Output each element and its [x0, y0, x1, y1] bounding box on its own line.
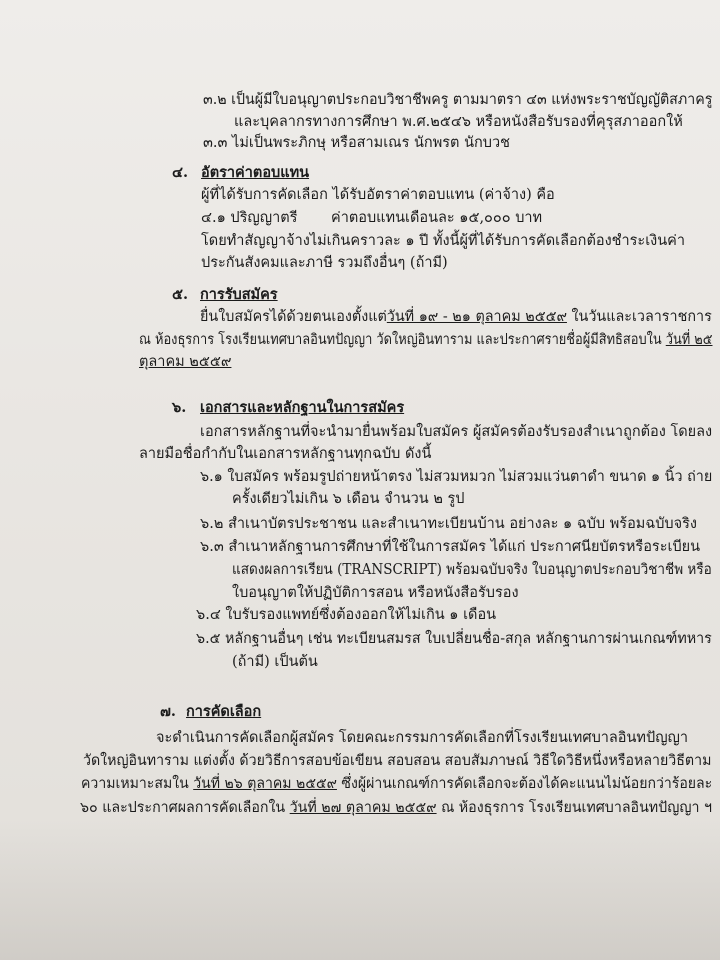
item-6-2: ๖.๒ สำเนาบัตรประชาชน และสำเนาทะเบียนบ้าน อย่างละ ๑ ฉบับ พร้อมฉบับจริง	[200, 516, 698, 532]
section-7-title: การคัดเลือก	[186, 703, 262, 720]
section-6-intro-line-1: เอกสารหลักฐานที่จะนำมายื่นพร้อมใบสมัคร ผู้สมัครต้องรับรองสำเนาถูกต้อง โดยลง	[200, 424, 713, 440]
announce-date-part-1: วันที่ ๒๕	[665, 332, 713, 348]
section-5-title: การรับสมัคร	[200, 286, 278, 303]
section-4-title: อัตราค่าตอบแทน	[201, 164, 310, 181]
section-4-degree: ๔.๑ ปริญญาตรี	[201, 210, 298, 226]
item-6-4: ๖.๔ ใบรับรองแพทย์ซึ่งต้องออกให้ไม่เกิน ๑ เดือน	[196, 607, 497, 623]
item-6-3-line-3: ใบอนุญาตให้ปฏิบัติการสอน หรือหนังสือรับรอง	[232, 585, 519, 601]
section-7-line-4	[80, 799, 712, 817]
section-6-number: ๖.	[172, 399, 187, 416]
section-4-contract-line-2: ประกันสังคมและภาษี รวมถึงอื่นๆ (ถ้ามี)	[201, 255, 448, 271]
section-5-line-1	[200, 308, 712, 326]
section-5-number: ๕.	[172, 286, 189, 303]
announce-date-part-2: ตุลาคม ๒๕๕๙	[139, 354, 232, 370]
section-4-intro: ผู้ที่ได้รับการคัดเลือก ได้รับอัตราค่าตอบแทน (ค่าจ้าง) คือ	[201, 187, 555, 203]
section-4-number: ๔.	[172, 164, 189, 181]
item-6-1-line-2: ครั้งเดียวไม่เกิน ๖ เดือน จำนวน ๒ รูป	[232, 491, 465, 507]
selection-date: วันที่ ๒๖ ตุลาคม ๒๕๕๙	[193, 776, 337, 792]
item-6-3-line-1: ๖.๓ สำเนาหลักฐานการศึกษาที่ใช้ในการสมัคร ได้แก่ ประกาศนียบัตรหรือระเบียน	[200, 539, 701, 555]
section-6-title: เอกสารและหลักฐานในการสมัคร	[200, 399, 405, 416]
section-7-line-2: วัดใหญ่อินทาราม แต่งตั้ง ด้วยวิธีการสอบข้อเขียน สอบสอน สอบสัมภาษณ์ วิธีใดวิธีหนึ่งหรือหลายวิธีตาม	[83, 753, 712, 769]
item-6-5-line-1: ๖.๕ หลักฐานอื่นๆ เช่น ทะเบียนสมรส ใบเปลี่ยนชื่อ-สกุล หลักฐานการผ่านเกณฑ์ทหาร	[196, 631, 712, 647]
section-5-line-1-tail: ในวันและเวลาราชการ	[566, 309, 712, 325]
section-5-line-2-text: ณ ห้องธุรการ โรงเรียนเทศบาลอินทปัญญา วัดใหญ่อินทาราม และประกาศรายชื่อผู้มีสิทธิสอบใน	[139, 332, 666, 348]
item-3-2-line-2: และบุคลากรทางการศึกษา พ.ศ.๒๕๔๖ หรือหนังสือรับรองที่คุรุสภาออกให้	[234, 114, 683, 130]
item-6-1-line-1: ๖.๑ ใบสมัคร พร้อมรูปถ่ายหน้าตรง ไม่สวมหมวก ไม่สวมแว่นตาดำ ขนาด ๑ นิ้ว ถ่าย	[200, 469, 713, 485]
section-7-line-1: จะดำเนินการคัดเลือกผู้สมัคร โดยคณะกรรมการคัดเลือกที่โรงเรียนเทศบาลอินทปัญญา	[156, 730, 689, 746]
result-date: วันที่ ๒๗ ตุลาคม ๒๕๕๙	[289, 800, 437, 816]
section-7-number: ๗.	[160, 703, 176, 720]
section-7-line-4-text: ๖๐ และประกาศผลการคัดเลือกใน	[80, 800, 290, 816]
section-4-contract-line-1: โดยทำสัญญาจ้างไม่เกินคราวละ ๑ ปี ทั้งนี้ผู้ที่ได้รับการคัดเลือกต้องชำระเงินค่า	[201, 233, 686, 249]
section-7-line-3-text: ความเหมาะสมใน	[81, 776, 194, 792]
item-6-3-line-2: แสดงผลการเรียน (TRANSCRIPT) พร้อมฉบับจริง ใบอนุญาตประกอบวิชาชีพ หรือ	[232, 562, 712, 578]
section-6-intro-line-2: ลายมือชื่อกำกับในเอกสารหลักฐานทุกฉบับ ดังนี้	[139, 446, 432, 462]
section-7-line-4-tail: ณ ห้องธุรการ โรงเรียนเทศบาลอินทปัญญา ฯ	[436, 800, 712, 816]
item-3-3: ๓.๓ ไม่เป็นพระภิกษุ หรือสามเณร นักพรต นักบวช	[203, 135, 510, 151]
item-6-5-line-2: (ถ้ามี) เป็นต้น	[232, 654, 318, 670]
section-7-line-3	[81, 775, 712, 793]
section-7-line-3-tail: ซึ่งผู้ผ่านเกณฑ์การคัดเลือกจะต้องได้คะแนนไม่น้อยกว่าร้อยละ	[336, 776, 713, 792]
section-5-line-1-text: ยื่นใบสมัครได้ด้วยตนเองตั้งแต่	[200, 309, 387, 325]
page-shadow	[0, 820, 720, 960]
item-3-2-line-1: ๓.๒ เป็นผู้มีใบอนุญาตประกอบวิชาชีพครู ตามมาตรา ๔๓ แห่งพระราชบัญญัติสภาครู	[203, 92, 713, 108]
section-4-salary: ค่าตอบแทนเดือนละ ๑๕,๐๐๐ บาท	[331, 210, 543, 226]
application-dates: วันที่ ๑๙ - ๒๑ ตุลาคม ๒๕๕๙	[386, 309, 567, 325]
section-5-line-2	[139, 331, 712, 349]
